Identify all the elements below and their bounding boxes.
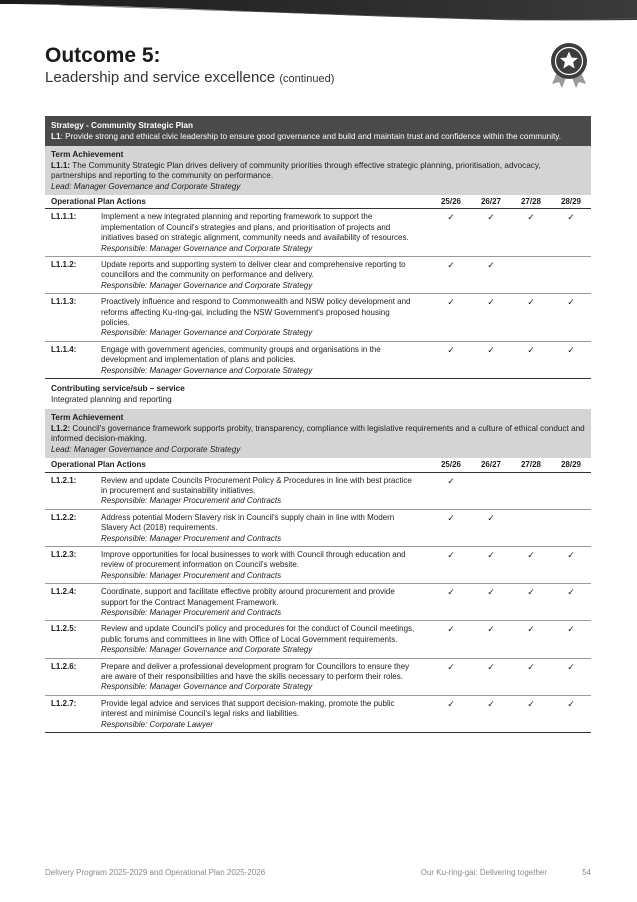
action-code: L1.1.2: [45, 257, 95, 294]
action-responsible: Responsible: Manager Governance and Corporate Strategy [101, 365, 313, 375]
column-header-year: 28/29 [551, 195, 591, 209]
check-icon: ✓ [511, 546, 551, 583]
table-row [45, 509, 591, 546]
column-header-year: 28/29 [551, 458, 591, 472]
check-icon: ✓ [471, 341, 511, 378]
table-row [45, 294, 591, 342]
column-header-year: 27/28 [511, 195, 551, 209]
check-icon: ✓ [431, 294, 471, 342]
term-description: Council's governance framework supports probity, transparency, compliance with legislative requirements and a culture of ethical conduct and informed decision-making. [51, 423, 585, 444]
term-lead: Lead: Manager Governance and Corporate Strategy [51, 444, 241, 454]
check-icon [511, 472, 551, 509]
check-icon [471, 472, 511, 509]
action-code: L1.2.2: [45, 509, 95, 546]
contributing-text: Integrated planning and reporting [51, 394, 172, 404]
check-icon: ✓ [431, 584, 471, 621]
check-icon: ✓ [471, 695, 511, 732]
action-text: Improve opportunities for local businesses to work with Council through education and review of procurement information on Council's website. [101, 549, 406, 570]
check-icon [511, 257, 551, 294]
check-icon: ✓ [471, 546, 511, 583]
action-description [95, 257, 431, 294]
action-code: L1.2.6: [45, 658, 95, 695]
action-responsible: Responsible: Manager Governance and Corporate Strategy [101, 682, 313, 692]
table-row [45, 257, 591, 294]
action-code: L1.2.1: [45, 472, 95, 509]
action-description [95, 509, 431, 546]
action-text: Address potential Modern Slavery risk in Council's supply chain in line with Modern Slavery Act (2018) requirements. [101, 512, 395, 533]
check-icon: ✓ [431, 658, 471, 695]
strategy-description: : Provide strong and ethical civic leadership to ensure good governance and build and maintain trust and confidence within the community. [60, 131, 562, 141]
term-lead: Lead: Manager Governance and Corporate Strategy [51, 181, 241, 191]
action-description [95, 472, 431, 509]
action-code: L1.1.1: [45, 209, 95, 257]
action-text: Coordinate, support and facilitate effective probity around procurement and provide support for the Contract Management Framework. [101, 587, 395, 607]
strategy-banner [45, 116, 591, 146]
action-responsible: Responsible: Manager Governance and Corporate Strategy [101, 280, 313, 290]
term-code: L1.2: [51, 423, 71, 433]
table-row [45, 209, 591, 257]
check-icon: ✓ [511, 209, 551, 257]
term-achievement-l1-1 [45, 146, 591, 195]
action-code: L1.1.3: [45, 294, 95, 342]
table-header-row [45, 195, 591, 209]
page-heading [45, 44, 334, 89]
check-icon: ✓ [511, 621, 551, 658]
action-description [95, 658, 431, 695]
action-description [95, 209, 431, 257]
action-description [95, 584, 431, 621]
actions-table-l1-1 [45, 195, 591, 379]
check-icon: ✓ [431, 546, 471, 583]
check-icon: ✓ [551, 341, 591, 378]
action-text: Review and update Councils Procurement Policy & Procedures in line with best practice in procurement and sustainability initiatives. [101, 475, 412, 495]
column-header-year: 25/26 [431, 458, 471, 472]
action-responsible: Responsible: Manager Procurement and Contracts [101, 607, 282, 617]
action-description [95, 695, 431, 732]
strategy-heading: Strategy - Community Strategic Plan [51, 121, 193, 130]
table-row [45, 695, 591, 732]
action-description [95, 546, 431, 583]
check-icon: ✓ [471, 209, 511, 257]
action-responsible: Responsible: Manager Governance and Corporate Strategy [101, 243, 313, 253]
column-header-year: 26/27 [471, 195, 511, 209]
check-icon: ✓ [551, 584, 591, 621]
action-responsible: Responsible: Manager Procurement and Contracts [101, 496, 282, 506]
action-code: L1.2.7: [45, 695, 95, 732]
check-icon [551, 472, 591, 509]
term-text [51, 161, 585, 182]
footer-document-title: Delivery Program 2025-2029 and Operational Plan 2025-2026 [45, 868, 266, 877]
column-header-actions: Operational Plan Actions [45, 195, 431, 209]
action-responsible: Responsible: Manager Governance and Corporate Strategy [101, 645, 313, 655]
check-icon: ✓ [511, 695, 551, 732]
check-icon: ✓ [471, 294, 511, 342]
contributing-service [45, 379, 591, 409]
check-icon: ✓ [431, 621, 471, 658]
check-icon: ✓ [471, 584, 511, 621]
action-text: Update reports and supporting system to deliver clear and comprehensive reporting to councillors and the community on performance and delivery. [101, 260, 406, 280]
check-icon [511, 509, 551, 546]
check-icon: ✓ [431, 509, 471, 546]
check-icon: ✓ [471, 257, 511, 294]
action-responsible: Responsible: Corporate Lawyer [101, 719, 214, 729]
term-text [51, 424, 585, 445]
action-text: Engage with government agencies, community groups and organisations in the development and implementation of plans and policies. [101, 344, 381, 365]
check-icon: ✓ [551, 209, 591, 257]
top-decorative-band [0, 0, 637, 22]
action-text: Review and update Council's policy and procedures for the conduct of Council meetings, public forums and committees in line with Office of Local Government requirements. [101, 624, 415, 644]
table-row [45, 472, 591, 509]
check-icon: ✓ [471, 658, 511, 695]
check-icon: ✓ [551, 658, 591, 695]
table-row [45, 546, 591, 583]
strategy-text [51, 132, 585, 143]
subtitle-text: Leadership and service excellence [45, 69, 276, 86]
check-icon: ✓ [471, 621, 511, 658]
action-responsible: Responsible: Manager Governance and Corporate Strategy [101, 328, 313, 338]
column-header-year: 27/28 [511, 458, 551, 472]
check-icon: ✓ [471, 509, 511, 546]
check-icon: ✓ [431, 341, 471, 378]
check-icon: ✓ [551, 621, 591, 658]
check-icon: ✓ [551, 546, 591, 583]
footer-tagline: Our Ku-ring-gai: Delivering together [420, 868, 547, 877]
column-header-year: 26/27 [471, 458, 511, 472]
table-header-row [45, 458, 591, 472]
check-icon: ✓ [551, 695, 591, 732]
check-icon: ✓ [431, 695, 471, 732]
check-icon: ✓ [551, 294, 591, 342]
action-code: L1.2.5: [45, 621, 95, 658]
action-text: Prepare and deliver a professional development program for Councillors to ensure they are aware of their responsibilities and have the skills necessary to perform their roles. [101, 661, 410, 681]
action-description [95, 294, 431, 342]
check-icon: ✓ [511, 341, 551, 378]
plan-content [45, 116, 591, 733]
action-text: Proactively influence and respond to Commonwealth and NSW policy development and reforms affecting Ku-ring-gai, including the NSW Government's proposed housing policies. [101, 297, 411, 328]
table-row [45, 584, 591, 621]
action-description [95, 621, 431, 658]
term-achievement-l1-2 [45, 409, 591, 458]
check-icon: ✓ [511, 584, 551, 621]
term-description: The Community Strategic Plan drives delivery of community priorities through effective strategic planning, prioritisation, advocacy, partnerships and reporting to the community on performance. [51, 160, 541, 180]
action-description [95, 341, 431, 378]
action-code: L1.2.3: [45, 546, 95, 583]
page-number: 54 [582, 868, 591, 877]
action-code: L1.1.4: [45, 341, 95, 378]
term-heading: Term Achievement [51, 413, 124, 423]
subtitle-note: (continued) [279, 73, 335, 85]
action-responsible: Responsible: Manager Procurement and Contracts [101, 533, 282, 543]
check-icon [551, 257, 591, 294]
check-icon: ✓ [431, 472, 471, 509]
column-header-actions: Operational Plan Actions [45, 458, 431, 472]
term-code: L1.1: [51, 160, 71, 170]
table-row [45, 658, 591, 695]
page-title: Outcome 5: [45, 44, 161, 67]
term-heading: Term Achievement [51, 150, 124, 159]
action-text: Implement a new integrated planning and reporting framework to support the implementation of Council's strategies and plans, and prioritisation of projects and initiatives based on strategic alignment, community needs and availability of resources. [101, 212, 409, 243]
contributing-heading: Contributing service/sub – service [51, 384, 185, 394]
action-code: L1.2.4: [45, 584, 95, 621]
star-medal-icon [548, 42, 590, 88]
actions-table-l1-2 [45, 458, 591, 733]
check-icon: ✓ [511, 658, 551, 695]
check-icon: ✓ [431, 257, 471, 294]
check-icon [551, 509, 591, 546]
table-row [45, 621, 591, 658]
page-subtitle [45, 68, 334, 89]
action-responsible: Responsible: Manager Procurement and Contracts [101, 570, 282, 580]
table-row [45, 341, 591, 378]
check-icon: ✓ [431, 209, 471, 257]
action-text: Provide legal advice and services that support decision-making, promote the public interest and minimise Council's legal risks and liabilities. [101, 698, 395, 719]
strategy-code: L1 [51, 131, 61, 141]
check-icon: ✓ [511, 294, 551, 342]
column-header-year: 25/26 [431, 195, 471, 209]
